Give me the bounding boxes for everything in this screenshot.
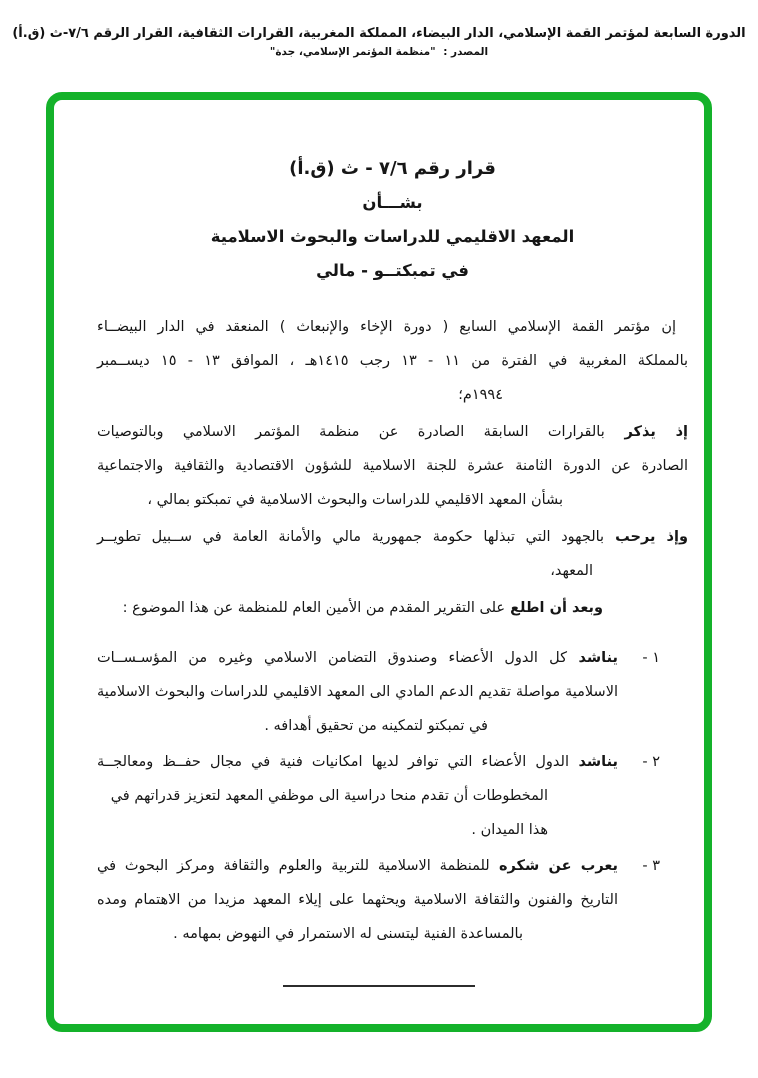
item-line-text: للمنظمة الاسلامية للتربية والعلوم والثقافة ومركز البحوث في bbox=[97, 858, 490, 874]
page-header bbox=[0, 0, 758, 58]
paragraph-lead: إذ يذكر bbox=[604, 424, 688, 440]
item-line: الاسلامية مواصلة تقديم الدعم المادي الى المعهد الاقليمي للدراسات والبحوث الاسلامية bbox=[97, 684, 618, 700]
item-lead: يعرب عن شكره bbox=[489, 858, 618, 874]
preamble-paragraph-1 bbox=[97, 310, 688, 412]
item-line-text: الدول الأعضاء التي توافر لديها امكانيات فنية في مجال حفــظ ومعالجــة bbox=[97, 754, 569, 770]
resolution-number: قرار رقم ٧/٦ - ث (ق.أ) bbox=[289, 158, 496, 179]
list-item-2 bbox=[97, 745, 660, 847]
paragraph-line bbox=[97, 591, 688, 625]
item-lead: يناشد bbox=[569, 754, 618, 770]
item-text bbox=[97, 641, 618, 743]
header-source bbox=[0, 46, 758, 58]
divider-line bbox=[283, 985, 475, 987]
item-line: في تمبكتو لتمكينه من تحقيق أهدافه . bbox=[264, 718, 488, 734]
resolution-title-block bbox=[97, 152, 688, 288]
list-item-1 bbox=[97, 641, 660, 743]
header-citation: الدورة السابعة لمؤتمر القمة الإسلامي، الدار البيضاء، المملكة المغربية، القرارات الثقافية، القرار الرقم ٧/٦-ث (ق.أ) bbox=[12, 26, 746, 41]
paragraph-line: المعهد، bbox=[550, 563, 593, 579]
item-line bbox=[97, 849, 618, 883]
preamble-paragraph-4 bbox=[97, 591, 688, 625]
item-number: ٣ - bbox=[642, 858, 660, 874]
paragraph-line: إن مؤتمر القمة الإسلامي السابع ( دورة الإخاء والإنبعاث ) المنعقد في الدار البيضــاء bbox=[97, 319, 676, 335]
paragraph-lead: وبعد أن اطلع bbox=[505, 600, 603, 616]
item-line-text: كل الدول الأعضاء وصندوق التضامن الاسلامي وغيره من المؤسـســات bbox=[97, 650, 567, 666]
item-line: التاريخ والفنون والثقافة الاسلامية ويحثهما على إيلاء المعهد مزيدا من الاهتمام ومده bbox=[97, 892, 618, 908]
preamble-paragraph-3 bbox=[97, 520, 688, 588]
paragraph-line bbox=[97, 415, 688, 449]
title-institute-name: المعهد الاقليمي للدراسات والبحوث الاسلامية bbox=[210, 227, 575, 246]
item-text bbox=[97, 849, 618, 951]
paragraph-line-text: بالقرارات السابقة الصادرة عن منظمة المؤتمر الاسلامي وبالتوصيات bbox=[97, 424, 605, 440]
preamble-paragraph-2 bbox=[97, 415, 688, 517]
resolution-items bbox=[97, 641, 688, 951]
item-number: ٢ - bbox=[642, 754, 660, 770]
header-source-label: المصدر : bbox=[443, 46, 489, 58]
header-source-value: "منظمة المؤتمر الإسلامي، جدة" bbox=[269, 46, 436, 58]
item-line: المخطوطات أن تقدم منحا دراسية الى موظفي المعهد لتعزيز قدراتهم في هذا الميدان . bbox=[110, 788, 548, 838]
list-item-3 bbox=[97, 849, 660, 951]
paragraph-line-text: بالجهود التي تبذلها حكومة جمهورية مالي والأمانة العامة في ســبيل تطويــر bbox=[97, 529, 605, 545]
item-line: بالمساعدة الفنية ليتسنى له الاستمرار في النهوض بمهامه . bbox=[173, 926, 523, 942]
paragraph-line: بالمملكة المغربية في الفترة من ١١ - ١٣ رجب ١٤١٥هـ ، الموافق ١٣ - ١٥ ديســمبر bbox=[97, 353, 689, 369]
paragraph-line: الصادرة عن الدورة الثامنة عشرة للجنة الاسلامية للشؤون الاقتصادية والثقافية والاجتماعية bbox=[97, 458, 688, 474]
paragraph-line: ١٩٩٤م؛ bbox=[458, 387, 503, 403]
paragraph-line: بشأن المعهد الاقليمي للدراسات والبحوث الاسلامية في تمبكتو بمالي ، bbox=[147, 492, 563, 508]
item-lead: يناشد bbox=[566, 650, 618, 666]
title-concerning: بشـــأن bbox=[362, 193, 423, 212]
green-border-frame bbox=[46, 92, 712, 1032]
paragraph-line bbox=[97, 520, 688, 554]
document-content bbox=[54, 100, 704, 987]
item-text bbox=[97, 745, 618, 847]
paragraph-lead: وإذ يرحب bbox=[604, 529, 688, 545]
item-line bbox=[97, 641, 618, 675]
title-location: في تمبكتــو - مالي bbox=[316, 261, 469, 280]
item-line bbox=[97, 745, 618, 779]
paragraph-line-text: على التقرير المقدم من الأمين العام للمنظمة عن هذا الموضوع : bbox=[122, 600, 506, 616]
item-number: ١ - bbox=[642, 650, 660, 666]
